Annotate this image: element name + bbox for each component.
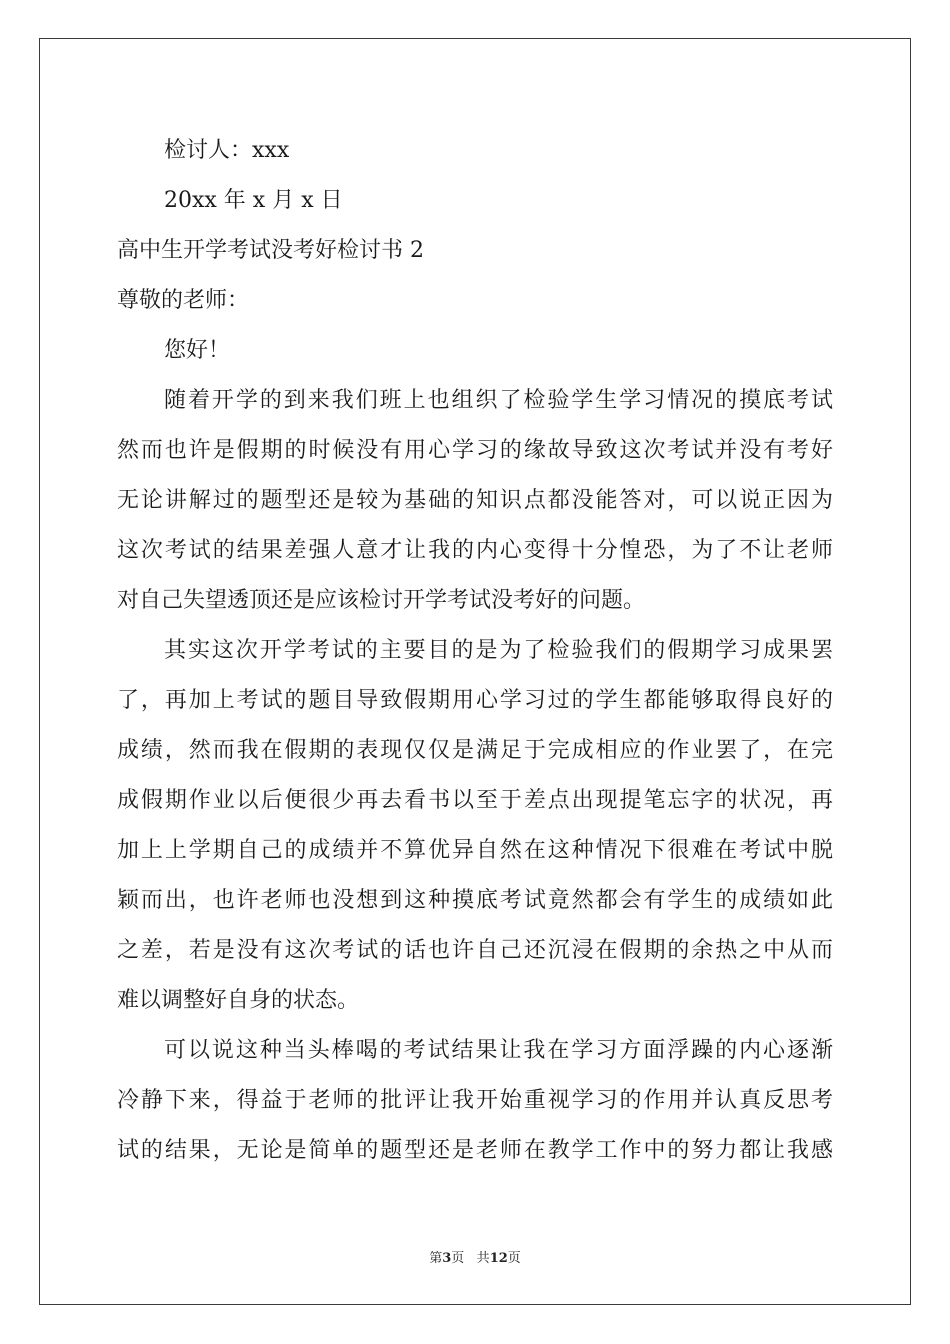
total-suffix: 页 [507,1251,521,1266]
page-prefix: 第 [429,1251,443,1266]
paragraph-2-line: 之差，若是没有这次考试的话也许自己还沉浸在假期的余热之中从而 [117,938,833,963]
paragraph-1-line: 无论讲解过的题型还是较为基础的知识点都没能答对，可以说正因为 [117,488,833,513]
page-number: 3 [442,1251,452,1266]
paragraph-1-line: 然而也许是假期的时候没有用心学习的缘故导致这次考试并没有考好 [117,438,833,463]
paragraph-2-line: 成绩，然而我在假期的表现仅仅是满足于完成相应的作业罢了，在完 [117,738,833,763]
date-line: 20xx 年 x 月 x 日 [164,188,343,213]
paragraph-1-line: 这次考试的结果差强人意才让我的内心变得十分惶恐，为了不让老师 [117,538,833,563]
total-pages: 12 [489,1251,508,1266]
paragraph-3-line: 试的结果，无论是简单的题型还是老师在教学工作中的努力都让我感 [117,1138,833,1163]
paragraph-2-line: 成假期作业以后便很少再去看书以至于差点出现提笔忘字的状况，再 [117,788,833,813]
page-suffix: 页 [451,1251,465,1266]
salutation: 尊敬的老师： [117,288,250,313]
paragraph-3-line: 可以说这种当头棒喝的考试结果让我在学习方面浮躁的内心逐渐 [164,1038,833,1063]
document-title: 高中生开学考试没考好检讨书 2 [117,238,424,263]
paragraph-2-line: 难以调整好自身的状态。 [117,988,360,1013]
paragraph-1-line: 对自己失望透顶还是应该检讨开学考试没考好的问题。 [117,588,646,613]
total-prefix: 共 [476,1251,490,1266]
paragraph-3-line: 冷静下来，得益于老师的批评让我开始重视学习的作用并认真反思考 [117,1088,833,1113]
greeting: 您好！ [164,338,231,363]
reviewer-line: 检讨人：xxx [164,138,290,163]
paragraph-2-line: 颖而出，也许老师也没想到这种摸底考试竟然都会有学生的成绩如此 [117,888,833,913]
paragraph-2-line: 加上上学期自己的成绩并不算优异自然在这种情况下很难在考试中脱 [117,838,833,863]
page-footer [0,1247,950,1266]
paragraph-2-line: 其实这次开学考试的主要目的是为了检验我们的假期学习成果罢 [164,638,833,663]
paragraph-2-line: 了，再加上考试的题目导致假期用心学习过的学生都能够取得良好的 [117,688,833,713]
paragraph-1-line: 随着开学的到来我们班上也组织了检验学生学习情况的摸底考试 [164,388,833,413]
